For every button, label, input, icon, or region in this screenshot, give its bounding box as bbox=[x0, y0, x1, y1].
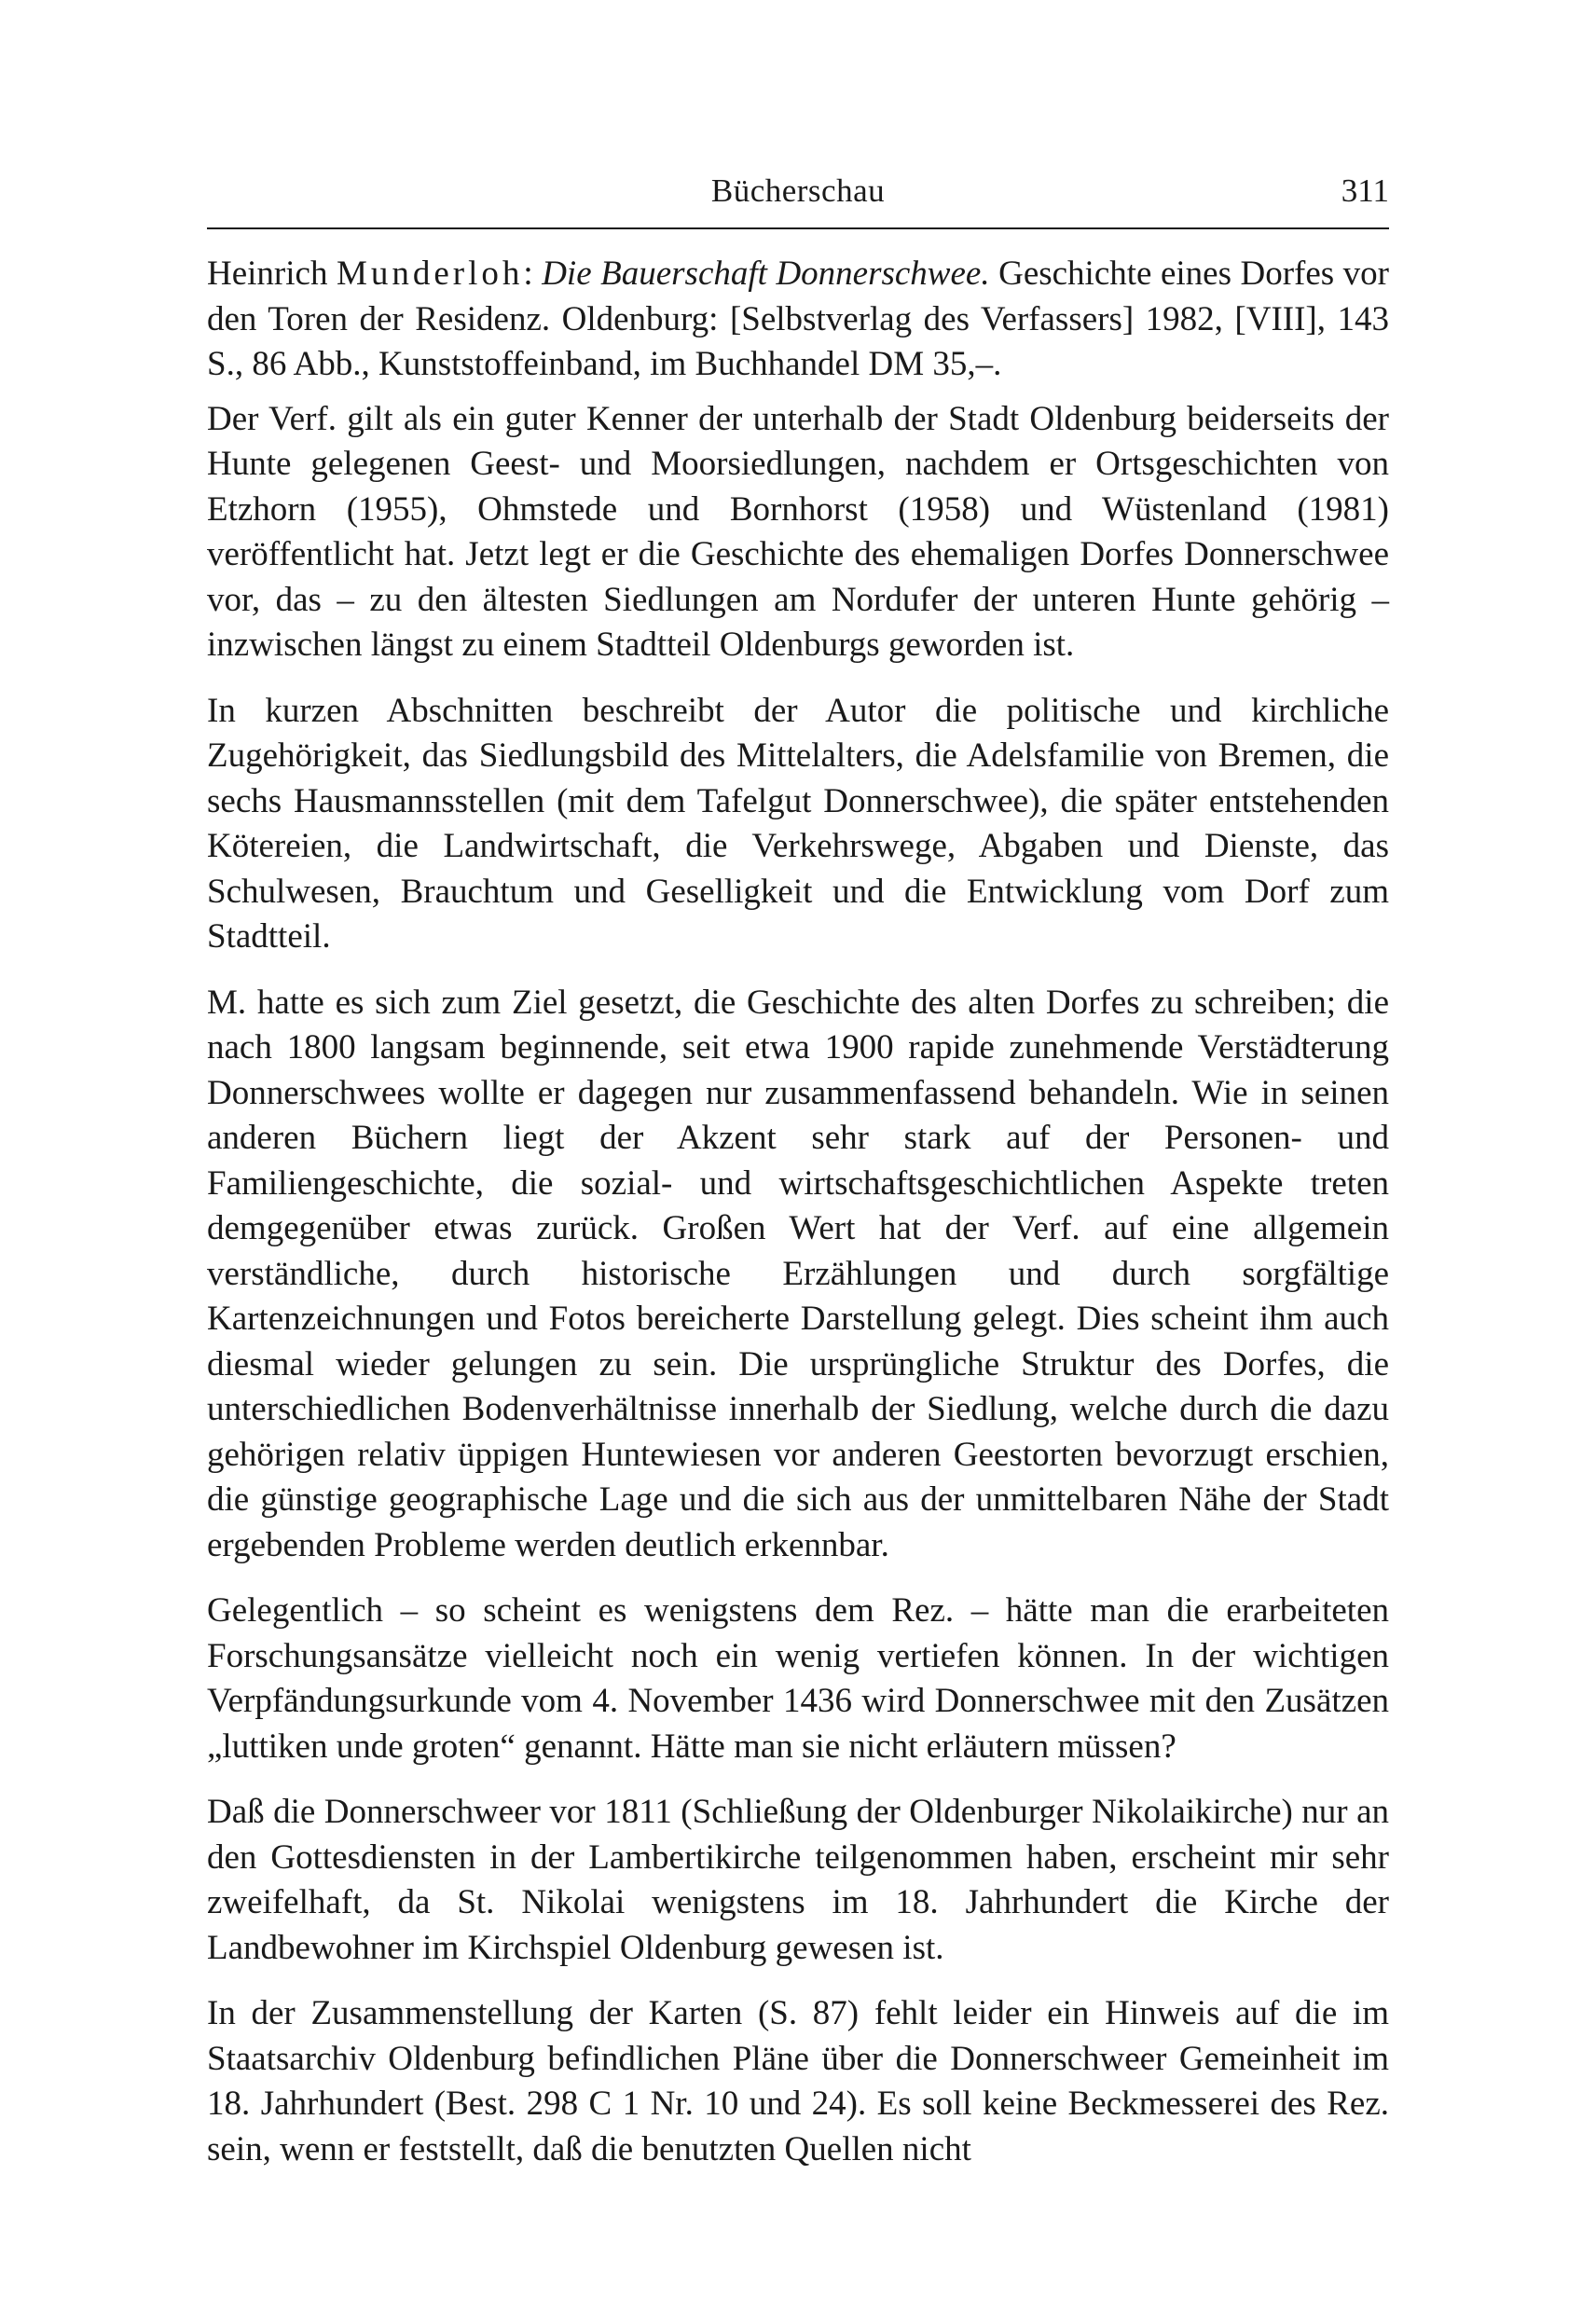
running-head bbox=[207, 168, 1389, 214]
review-paragraph: Gelegentlich – so scheint es wenigstens dem Rez. – hätte man die erarbeiteten Forschungsansätze vielleicht noch ein wenig vertiefen können. In der wichtigen Verpfändungsurkunde vom 4. November 1436 wird Donnerschwee mit den Zusätzen „luttiken unde groten“ genannt. Hätte man sie nicht erläutern müssen? bbox=[207, 1591, 1389, 1766]
author-given-name: Heinrich bbox=[207, 255, 328, 293]
review-paragraph: In kurzen Abschnitten beschreibt der Autor die politische und kirchliche Zugehörigkeit, das Siedlungsbild des Mittelalters, die Adelsfamilie von Bremen, die sechs Hausmannsstellen (mit dem Tafelgut Donnerschwee), die später entstehenden Kötereien, die Landwirtschaft, die Verkehrswege, Abgaben und Dienste, das Schulwesen, Brauchtum und Geselligkeit und die Entwicklung vom Dorf zum Stadtteil. bbox=[207, 691, 1389, 956]
review-paragraph: Der Verf. gilt als ein guter Kenner der unterhalb der Stadt Oldenburg beiderseits der Hunte gelegenen Geest- und Moorsiedlungen, nachdem er Ortsgeschichten von Etzhorn (1955), Ohmstede und Bornhorst (1958) und Wüstenland (1981) veröffentlicht hat. Jetzt legt er die Geschichte des ehemaligen Dorfes Donnerschwee vor, das – zu den ältesten Siedlungen am Nordufer der unteren Hunte gehörig – inzwischen längst zu einem Stadtteil Oldenburgs geworden ist. bbox=[207, 399, 1389, 664]
author-colon: : bbox=[523, 255, 533, 293]
book-title: Die Bauerschaft Donnerschwee. bbox=[542, 255, 990, 293]
review-paragraph: In der Zusammenstellung der Karten (S. 87) fehlt leider ein Hinweis auf die im Staatsarchiv Oldenburg befindlichen Pläne über die Donnerschweer Gemeinheit im 18. Jahrhundert (Best. 298 C 1 Nr. 10 und 24). Es soll keine Beckmesserei des Rez. sein, wenn er feststellt, daß die benutzten Quellen nicht bbox=[207, 1994, 1389, 2168]
page-number: 311 bbox=[1341, 172, 1389, 209]
running-title: Bücherschau bbox=[710, 172, 886, 209]
header-rule bbox=[207, 227, 1389, 229]
bibliographic-details: Geschichte eines Dorfes vor den Toren der Residenz. Oldenburg: [Selbstverlag des Verfassers] 1982, [VIII], 143 S., 86 Abb., Kunststoffeinband, im Buchhandel DM 35,–. bbox=[207, 255, 1390, 383]
review-paragraph: M. hatte es sich zum Ziel gesetzt, die Geschichte des alten Dorfes zu schreiben; die nach 1800 langsam beginnende, seit etwa 1900 rapide zunehmende Verstädterung Donnerschwees wollte er dagegen nur zusammenfassend behandeln. Wie in seinen anderen Büchern liegt der Akzent sehr stark auf der Personen- und Familiengeschichte, die sozial- und wirtschaftsgeschichtlichen Aspekte treten demgegenüber etwas zurück. Großen Wert hat der Verf. auf eine allgemein verständliche, durch historische Erzählungen und durch sorgfältige Kartenzeichnungen und Fotos bereicherte Darstellung gelegt. Dies scheint ihm auch diesmal wieder gelungen zu sein. Die ursprüngliche Struktur des Dorfes, die unterschiedlichen Bodenverhältnisse innerhalb der Siedlung, welche durch die dazu gehörigen relativ üppigen Huntewiesen vor anderen Geestorten bevorzugt erschien, die günstige geographische Lage und die sich aus der unmittelbaren Nähe der Stadt ergebenden Probleme werden deutlich erkennbar. bbox=[207, 983, 1389, 1564]
review-paragraph: Daß die Donnerschweer vor 1811 (Schließung der Oldenburger Nikolaikirche) nur an den Gottesdiensten in der Lambertikirche teilgenommen haben, erscheint mir sehr zweifelhaft, da St. Nikolai wenigstens im 18. Jahrhundert die Kirche der Landbewohner im Kirchspiel Oldenburg gewesen ist. bbox=[207, 1793, 1389, 1967]
author-surname: Munderloh bbox=[336, 255, 524, 293]
page bbox=[207, 168, 1389, 2193]
review-entry-header bbox=[207, 252, 1389, 388]
